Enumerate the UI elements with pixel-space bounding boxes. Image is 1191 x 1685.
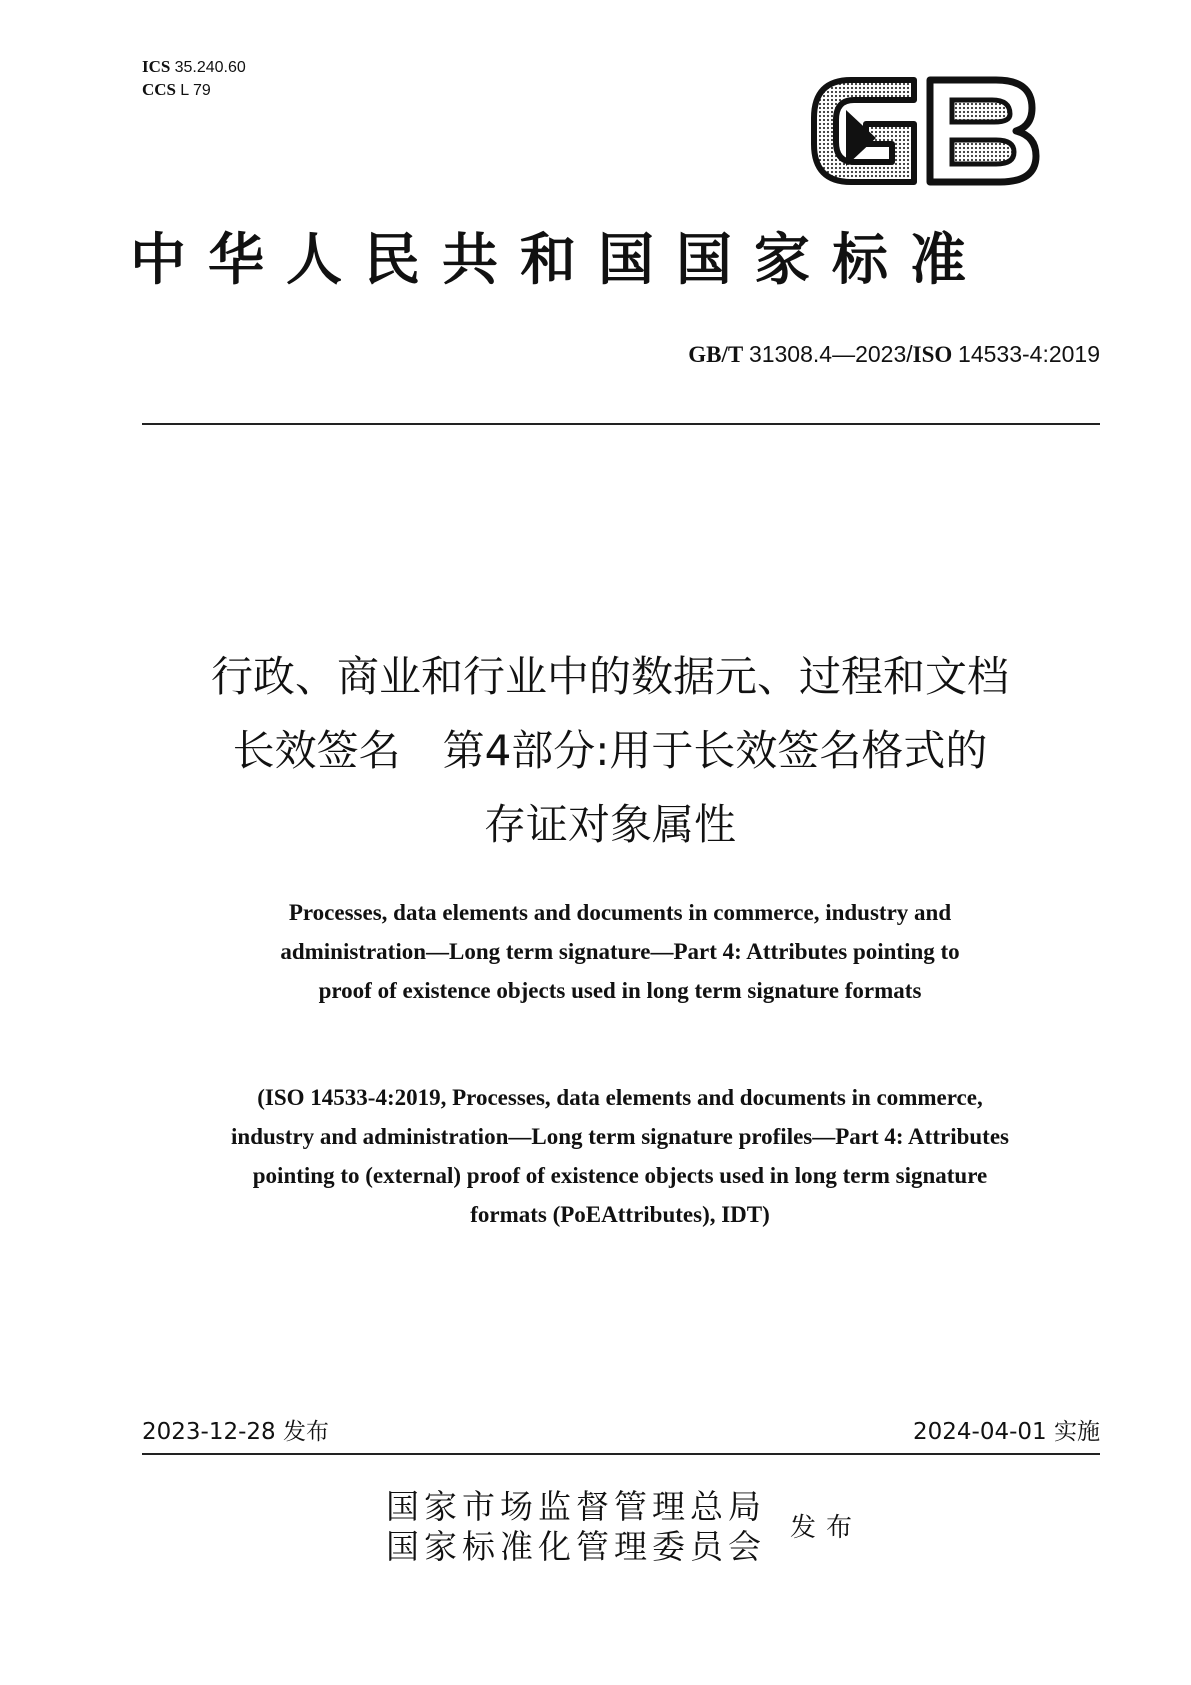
iso-reference-line-3: pointing to (external) proof of existence objects used in long term signature xyxy=(252,1163,988,1188)
chinese-title-line-1: 行政、商业和行业中的数据元、过程和文档 xyxy=(210,652,1009,701)
publish-label: 发布 xyxy=(790,1513,863,1543)
iso-prefix: ISO xyxy=(912,342,953,367)
english-title xyxy=(140,893,1100,1010)
bottom-divider xyxy=(142,1453,1100,1455)
ics-value: 35.240.60 xyxy=(174,59,246,76)
chinese-title xyxy=(100,640,1120,862)
english-title-line-3: proof of existence objects used in long term signature formats xyxy=(318,978,922,1003)
issuer-sac: 国家标准化管理委员会 xyxy=(386,1527,766,1566)
ccs-value: L 79 xyxy=(180,82,211,99)
issuing-authorities xyxy=(386,1487,766,1567)
classification-codes xyxy=(142,56,246,102)
iso-reference-line-2: industry and administration—Long term signature profiles—Part 4: Attributes xyxy=(231,1124,1009,1149)
ccs-label: CCS xyxy=(142,80,177,99)
chinese-title-line-3: 存证对象属性 xyxy=(483,800,736,849)
standard-number-value: 31308.4—2023/ xyxy=(748,341,913,367)
gb-logo xyxy=(806,70,1042,192)
iso-reference xyxy=(120,1078,1120,1234)
implementation-date: 2024-04-01 实施 xyxy=(913,1419,1100,1445)
top-divider xyxy=(142,423,1100,425)
iso-number-value: 14533-4:2019 xyxy=(958,341,1100,367)
english-title-line-2: administration—Long term signature—Part 4: Attributes pointing to xyxy=(280,939,960,964)
standard-number xyxy=(688,340,1100,369)
ics-label: ICS xyxy=(142,57,171,76)
national-standard-title: 中华人民共和国国家标准 xyxy=(130,228,988,293)
date-row xyxy=(142,1416,1100,1448)
standard-prefix: GB/T xyxy=(688,342,744,367)
issuer-samr: 国家市场监督管理总局 xyxy=(386,1487,766,1526)
english-title-line-1: Processes, data elements and documents in commerce, industry and xyxy=(288,900,952,925)
ccs-code xyxy=(142,79,246,102)
ics-code xyxy=(142,56,246,79)
iso-reference-line-1: (ISO 14533-4:2019, Processes, data elements and documents in commerce, xyxy=(257,1085,983,1110)
issue-date: 2023-12-28 发布 xyxy=(142,1419,329,1445)
iso-reference-line-4: formats (PoEAttributes), IDT) xyxy=(470,1202,770,1227)
gb-logo-text: GB xyxy=(806,70,808,71)
chinese-title-line-2: 长效签名 第4部分:用于长效签名格式的 xyxy=(232,726,988,775)
